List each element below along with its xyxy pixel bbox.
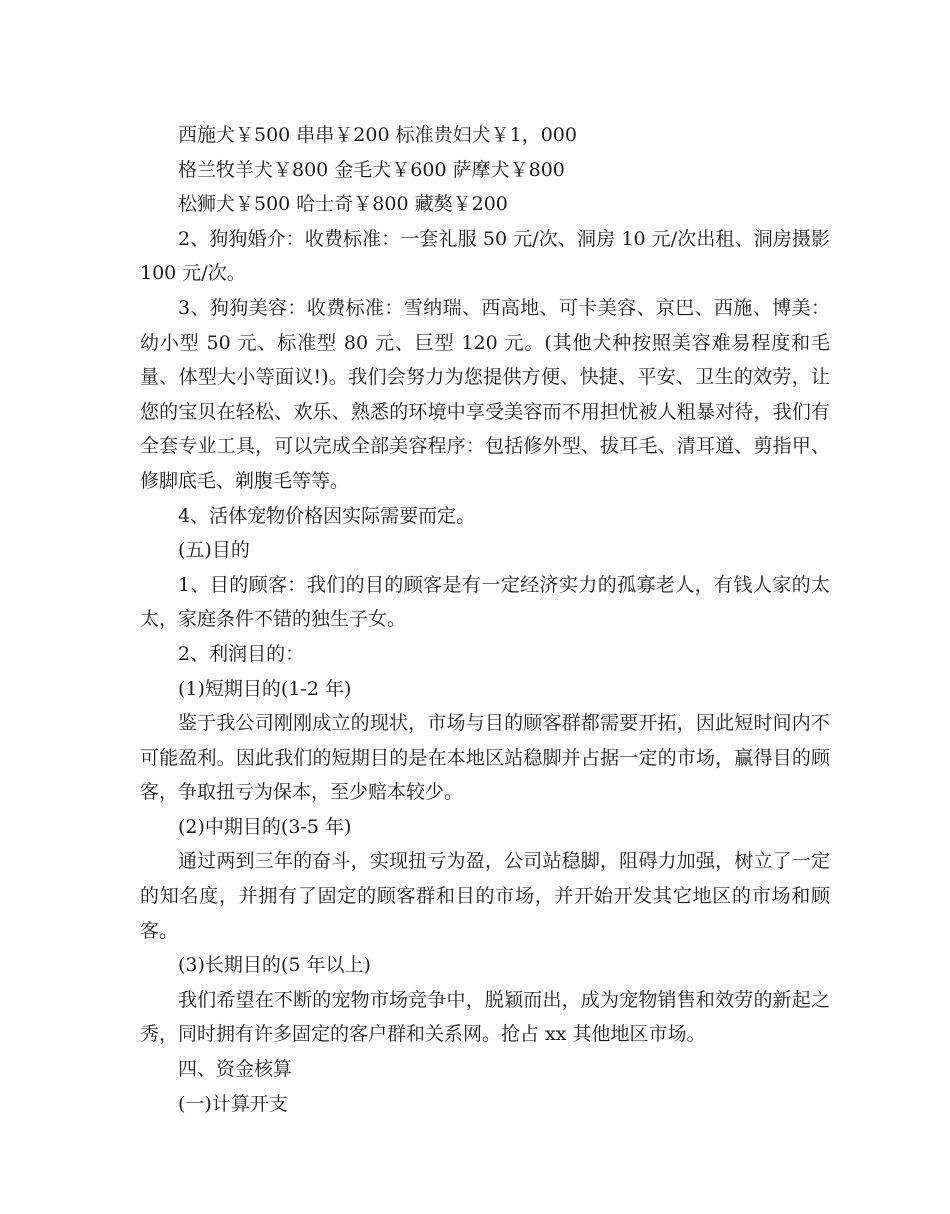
profit-goals-heading: 2、利润目的： (178, 642, 305, 665)
long-term-goal-paragraph: 我们希望在不断的宠物市场竞争中，脱颖而出，成为宠物销售和效劳的新起之秀，同时拥有许多固定的客户群和关系网。抢占 xx 其他地区市场。 (140, 988, 830, 1046)
section-heading-goals: (五)目的 (178, 539, 250, 562)
dog-grooming-paragraph: 3、狗狗美容：收费标准：雪纳瑞、西高地、可卡美容、京巴、西施、博美：幼小型 50 元、标准型 80 元、巨型 120 元。(其他犬种按照美容难易程度和毛量、体型大小等面议!)。我们会努力为您提供方便、快捷、平安、卫生的效劳，让您的宝贝在轻松、欢乐、熟悉的环境中享受美容而不用担忧被人粗暴对待，我们有全套专业工具，可以完成全部美容程序：包括修外型、拔耳毛、清耳道、剪指甲、修脚底毛、剃腹毛等等。 (140, 296, 830, 492)
dog-matchmaking-paragraph: 2、狗狗婚介：收费标准：一套礼服 50 元/次、洞房 10 元/次出租、洞房摄影 100 元/次。 (140, 227, 830, 285)
long-term-goal-heading: (3)长期目的(5 年以上) (178, 954, 371, 977)
mid-term-goal-heading: (2)中期目的(3-5 年) (178, 815, 352, 838)
price-line-3: 松狮犬￥500 哈士奇￥800 藏獒￥200 (178, 193, 508, 216)
price-line-2: 格兰牧羊犬￥800 金毛犬￥600 萨摩犬￥800 (178, 158, 565, 181)
target-customers-paragraph: 1、目的顾客：我们的目的顾客是有一定经济实力的孤寡老人，有钱人家的太太，家庭条件不错的独生子女。 (140, 573, 830, 631)
document-body (140, 118, 830, 1121)
short-term-goal-heading: (1)短期目的(1-2 年) (178, 677, 352, 700)
section-heading-funding: 四、资金核算 (178, 1058, 293, 1081)
mid-term-goal-paragraph: 通过两到三年的奋斗，实现扭亏为盈，公司站稳脚，阻碍力加强，树立了一定的知名度，并拥有了固定的顾客群和目的市场，并开始开发其它地区的市场和顾客。 (140, 850, 830, 942)
expense-calculation-heading: (一)计算开支 (178, 1092, 288, 1115)
short-term-goal-paragraph: 鉴于我公司刚刚成立的现状，市场与目的顾客群都需要开拓，因此短时间内不可能盈利。因此我们的短期目的是在本地区站稳脚并占据一定的市场，赢得目的顾客，争取扭亏为保本，至少赔本较少。 (140, 712, 830, 804)
live-pet-price-paragraph: 4、活体宠物价格因实际需要而定。 (178, 504, 476, 527)
price-line-1: 西施犬￥500 串串￥200 标准贵妇犬￥1，000 (178, 124, 577, 146)
